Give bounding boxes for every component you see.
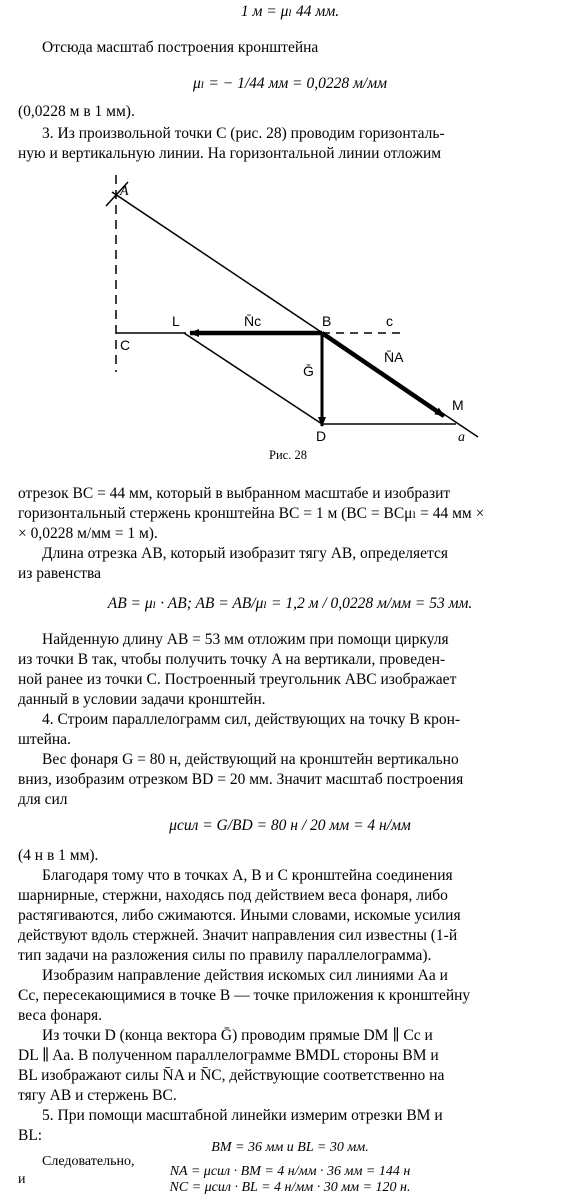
equation-na: NA = μсил · BM = 4 н/мм · 36 мм = 144 н: [169, 1164, 411, 1179]
label-a: A: [120, 184, 129, 199]
text-line: данный в условии задачи кронштейн.: [18, 691, 266, 708]
label-c: C: [120, 337, 131, 353]
text-line: Отсюда масштаб построения кронштейна: [42, 39, 319, 56]
equation-nc: NC = μсил · BL = 4 н/мм · 30 мм = 120 н.: [169, 1180, 411, 1195]
text-line: штейна.: [18, 731, 71, 748]
text-line: DL ∥ Aa. В полученном параллелограмме BMDL стороны BM и: [18, 1047, 439, 1064]
label-b: B: [322, 313, 332, 329]
figure-caption: Рис. 28: [269, 448, 307, 462]
text-line: для сил: [18, 791, 68, 808]
text-line: Cc, пересекающимися в точке B — точке приложения к кронштейну: [18, 987, 471, 1004]
text-line: тягу AB и стержень BC.: [18, 1087, 177, 1104]
text-line: BL:: [18, 1127, 43, 1144]
text-line: Вес фонаря G = 80 н, действующий на кронштейн вертикально: [42, 751, 459, 768]
text-line: тип задачи на разложения силы по правилу параллелограмма).: [18, 947, 432, 964]
text-line: 5. При помощи масштабной линейки измерим отрезки BM и: [42, 1107, 443, 1124]
text-line: BL изображают силы N̄A и N̄C, действующие соответственно на: [18, 1067, 445, 1084]
text-line: ную и вертикальную линии. На горизонтальной линии отложим: [18, 145, 442, 162]
text-line: и: [18, 1172, 26, 1187]
text-line: отрезок BC = 44 мм, который в выбранном масштабе и изобразит: [18, 485, 451, 502]
text-line: Изобразим направление действия искомых сил линиями Aa и: [42, 967, 448, 984]
label-l: L: [172, 313, 180, 329]
text-line: Из точки D (конца вектора Ḡ) проводим прямые DM ∥ Cc и: [42, 1027, 433, 1044]
text-line: Следовательно,: [42, 1154, 135, 1169]
text-line: из равенства: [18, 565, 101, 582]
text-line: горизонтальный стержень кронштейна BC = 1 м (BC = BCμₗ = 44 мм ×: [18, 505, 485, 522]
label-aa: a: [458, 430, 465, 445]
equation-scale-def: 1 м = μₗ 44 мм.: [240, 3, 340, 20]
equation-force-scale: μсил = G/BD = 80 н / 20 мм = 4 н/мм: [169, 817, 411, 834]
label-m: M: [452, 397, 464, 413]
text-line: (0,0228 м в 1 мм).: [18, 103, 135, 120]
line-ld: [184, 333, 322, 424]
label-cc: c: [386, 313, 393, 329]
text-line: вниз, изобразим отрезком BD = 20 мм. Значит масштаб построения: [18, 771, 464, 788]
text-line: веса фонаря.: [18, 1007, 103, 1024]
text-line: 3. Из произвольной точки C (рис. 28) проводим горизонталь-: [42, 125, 445, 142]
label-d: D: [316, 428, 327, 444]
label-g: Ḡ: [303, 363, 314, 379]
text-line: Благодаря тому что в точках A, B и C кронштейна соединения: [42, 867, 453, 884]
label-nc: N̄c: [244, 313, 262, 329]
text-line: × 0,0228 м/мм = 1 м).: [18, 525, 158, 542]
text-line: ной ранее из точки C. Построенный треугольник ABC изображает: [18, 671, 457, 688]
text-line: растягиваются, либо сжимаются. Иными словами, искомые усилия: [18, 907, 461, 924]
equation-scale: μₗ = − 1/44 мм = 0,0228 м/мм: [193, 75, 387, 92]
text-line: Найденную длину AB = 53 мм отложим при помощи циркуля: [42, 631, 449, 648]
text-line: из точки B так, чтобы получить точку A на вертикали, проведен-: [18, 651, 446, 668]
text-line: (4 н в 1 мм).: [18, 847, 99, 864]
label-na: N̄A: [384, 349, 404, 365]
text-line: шарнирные, стержни, находясь под действием веса фонаря, либо: [18, 887, 448, 904]
vector-na: [322, 333, 444, 416]
equation-ab: AB = μₗ · AB; AB = AB/μₗ = 1,2 м / 0,0228 м/мм = 53 мм.: [107, 595, 473, 612]
text-line: 4. Строим параллелограмм сил, действующих на точку B крон-: [42, 711, 461, 728]
text-line: действуют вдоль стержней. Значит направления сил известны (1-й: [18, 927, 458, 944]
text-line: Длина отрезка AB, который изобразит тягу AB, определяется: [42, 545, 448, 562]
equation-bm-bl: BM = 36 мм и BL = 30 мм.: [211, 1140, 369, 1155]
